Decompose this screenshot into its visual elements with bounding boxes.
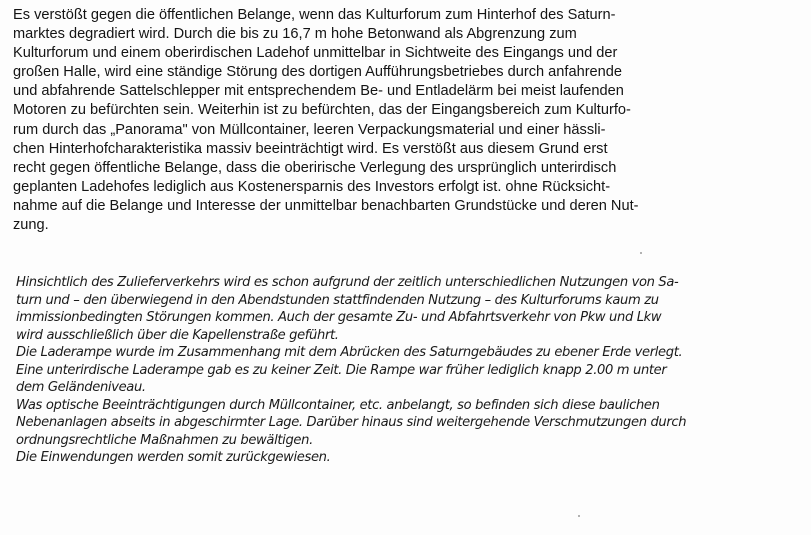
objection-line: zung. [13,217,49,234]
response-line: dem Geländeniveau. [16,380,146,395]
response-line: Die Laderampe wurde im Zusammenhang mit dem Abrücken des Saturngebäudes zu ebener Erde verlegt. [16,345,683,360]
objection-line: Kulturforum und einem oberirdischen Ladehof unmittelbar in Sichtweite des Eingangs und der [13,45,618,62]
response-paragraph [16,274,806,467]
objection-line: geplanten Ladehofes lediglich aus Kostenersparnis des Investors erfolgt ist. ohne Rücksicht- [13,178,611,195]
objection-line: Motoren zu befürchten sein. Weiterhin ist zu befürchten, das der Eingangsbereich zum Kulturfo- [13,102,631,119]
objection-paragraph [13,6,803,235]
objection-line: und abfahrende Sattelschlepper mit entsprechendem Be- und Entladelärm bei meist laufenden [13,83,624,100]
response-line: wird ausschließlich über die Kapellenstraße geführt. [16,327,339,343]
objection-line: marktes degradiert wird. Durch die bis zu 16,7 m hohe Betonwand als Abgrenzung zum [13,26,577,43]
response-line: Hinsichtlich des Zulieferverkehrs wird es schon aufgrund der zeitlich unterschiedlichen Nutzungen von Sa- [16,275,679,290]
response-line: turn und – den überwiegend in den Abendstunden stattfindenden Nutzung – des Kulturforums kaum zu [16,292,659,308]
objection-line: rum durch das „Panorama" von Müllcontainer, leeren Verpackungsmaterial und einer hässli- [13,121,606,138]
objection-line: chen Hinterhofcharakteristika massiv beeinträchtigt wird. Es verstößt aus diesem Grund erst [13,140,608,157]
response-line: Was optische Beeinträchtigungen durch Müllcontainer, etc. anbelangt, so befinden sich diese baulichen [16,397,660,413]
response-line: Nebenanlagen abseits in abgeschirmter Lage. Darüber hinaus sind weitergehende Verschmutzungen durch [16,415,687,430]
response-line: ordnungsrechtliche Maßnahmen zu bewältigen. [16,432,313,448]
response-line: immissionbedingten Störungen kommen. Auch der gesamte Zu- und Abfahrtsverkehr von Pkw und Lkw [16,310,662,325]
objection-line: recht gegen öffentliche Belange, dass die oberirische Verlegung des ursprünglich unterirdisch [13,159,617,176]
objection-line: Es verstößt gegen die öffentlichen Belange, wenn das Kulturforum zum Hinterhof des Saturn- [13,7,616,23]
scan-speck [640,252,642,254]
objection-line: großen Halle, wird eine ständige Störung des dortigen Aufführungsbetriebes durch anfahrende [13,64,623,81]
scan-speck [578,515,580,517]
response-line: Die Einwendungen werden somit zurückgewiesen. [16,450,331,465]
objection-line: nahme auf die Belange und Interesse der unmittelbar benachbarten Grundstücke und deren Nut- [13,197,639,214]
response-line: Eine unterirdische Laderampe gab es zu keiner Zeit. Die Rampe war früher lediglich knapp 2.00 m unter [16,362,667,378]
